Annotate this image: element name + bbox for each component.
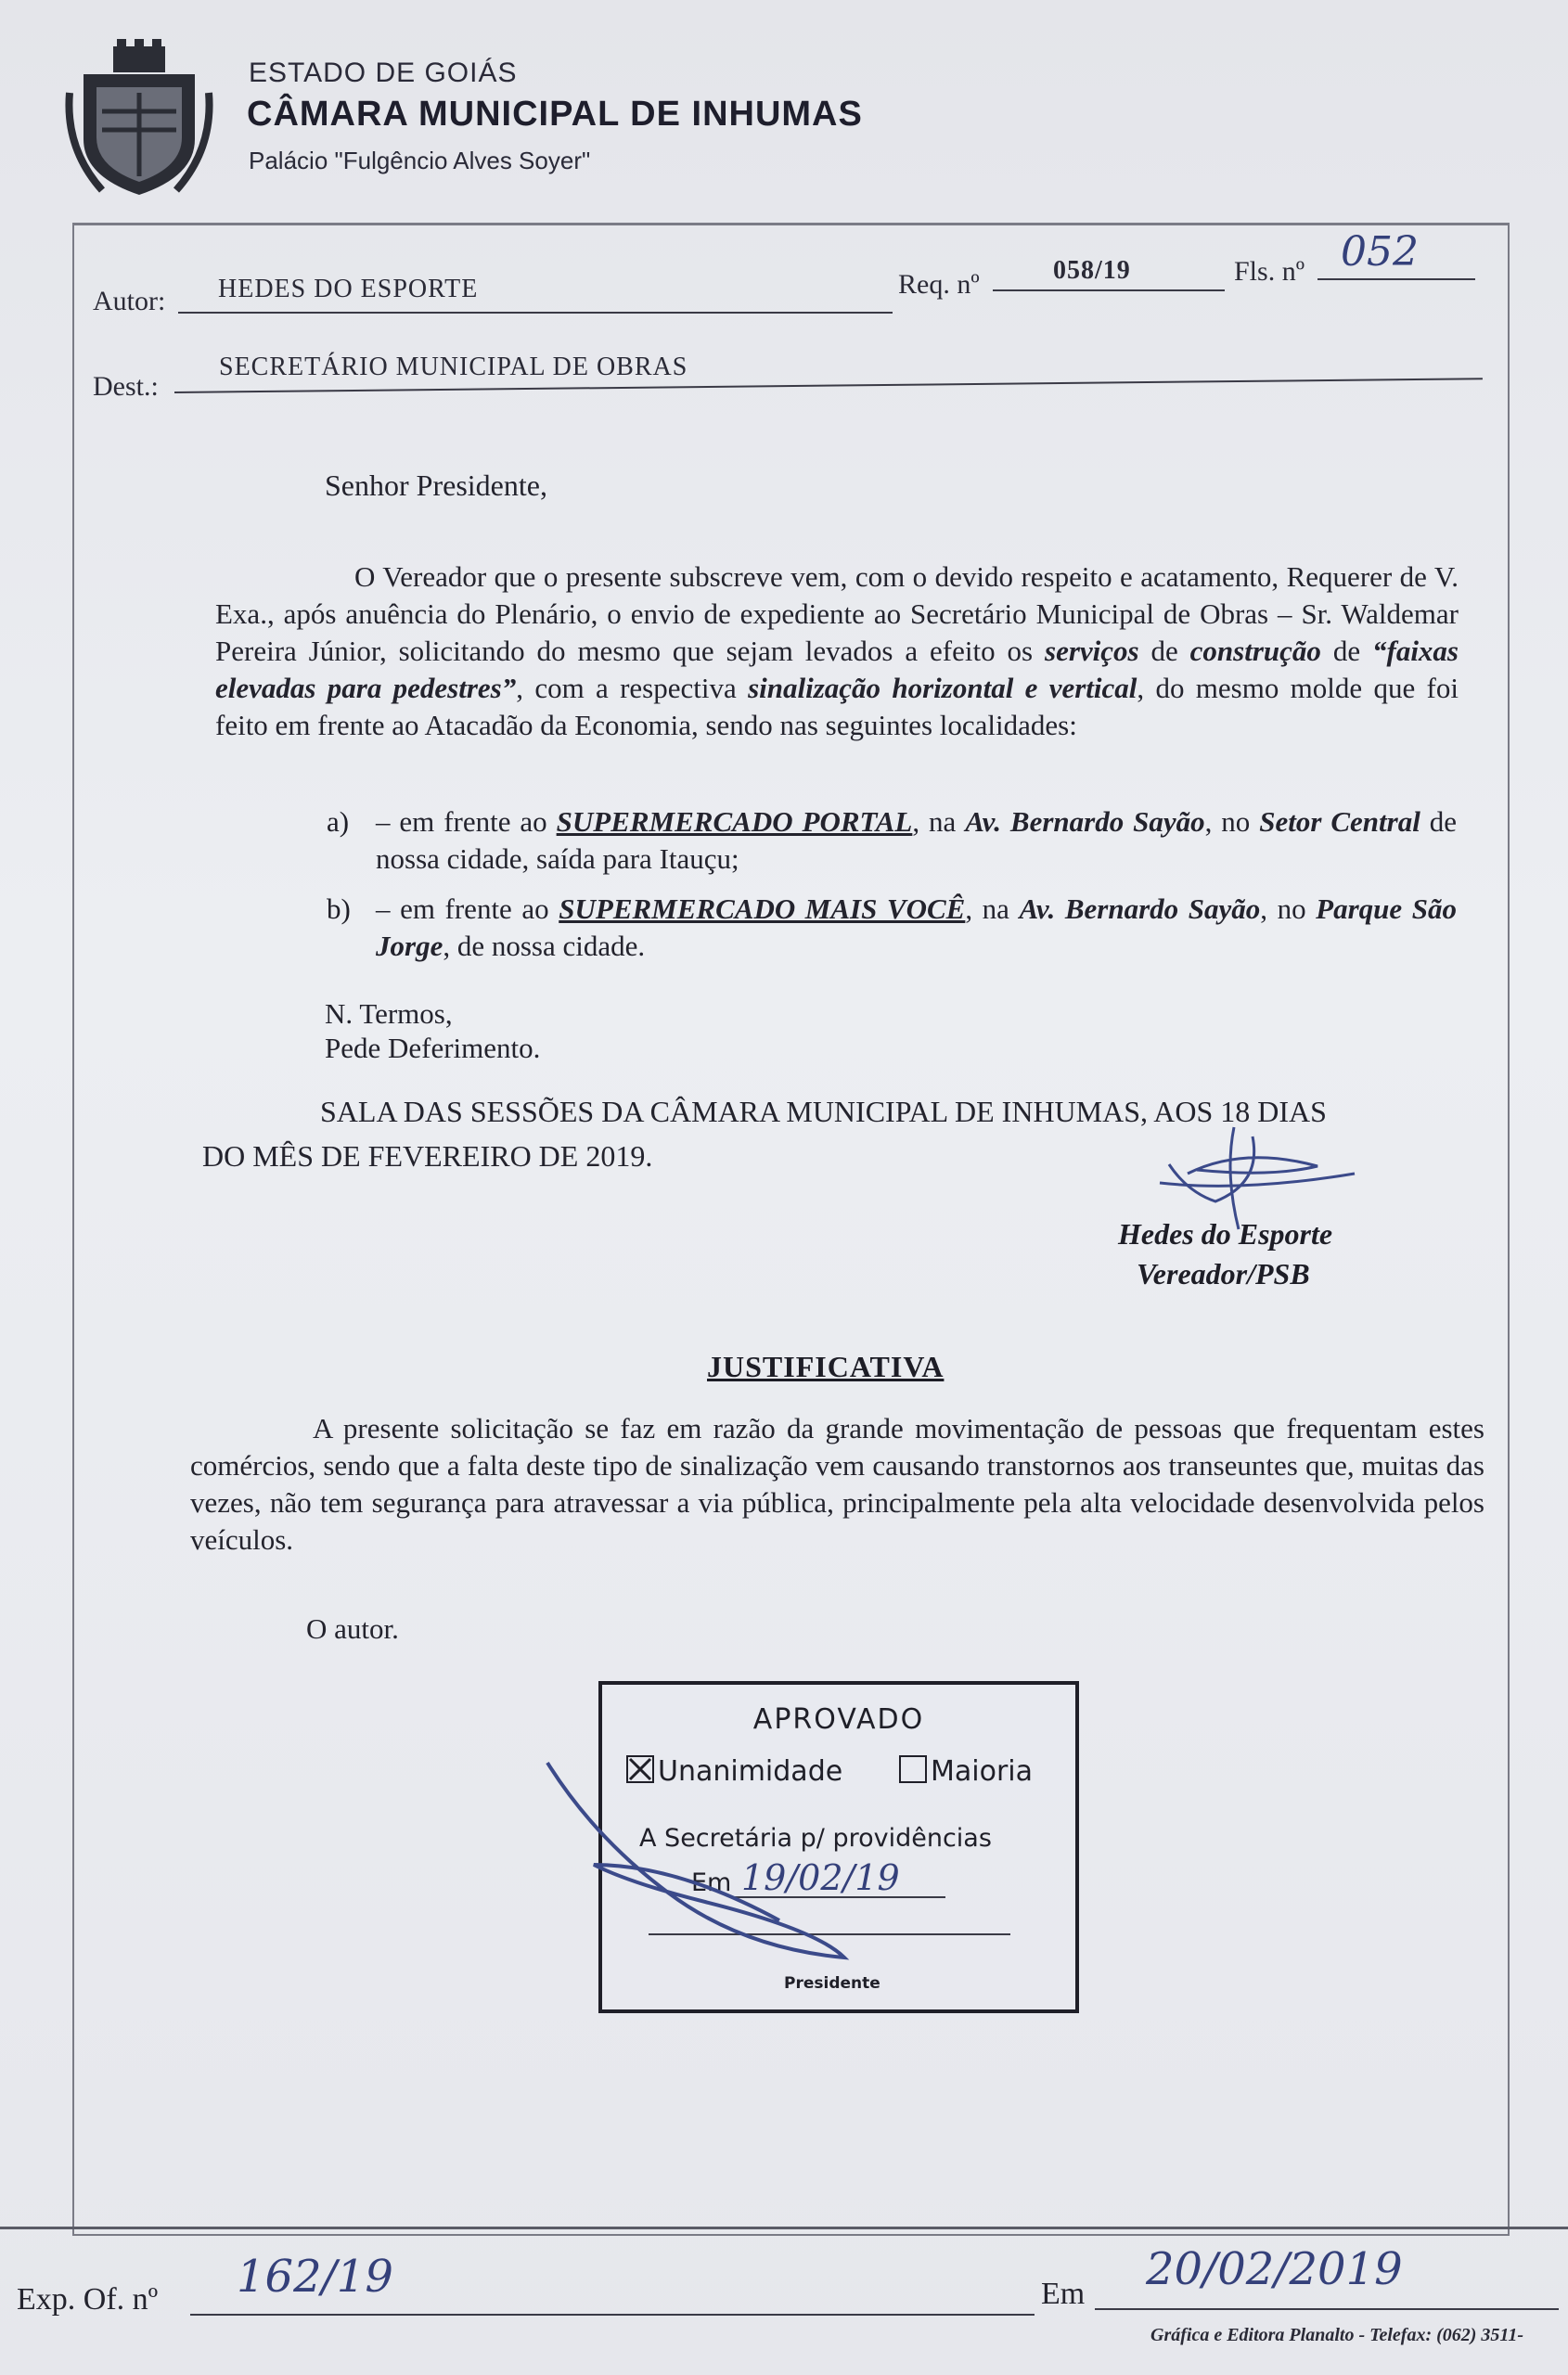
page-number-handwritten: 052 bbox=[1341, 228, 1419, 276]
item-b-text bbox=[376, 891, 1457, 965]
emphasis-signage: sinalização horizontal e vertical bbox=[748, 672, 1137, 704]
session-line-1: SALA DAS SESSÕES DA CÂMARA MUNICIPAL DE INHUMAS, AOS 18 DIAS bbox=[320, 1095, 1327, 1128]
letterhead-chamber-name: CÂMARA MUNICIPAL DE INHUMAS bbox=[247, 95, 863, 134]
item-a-part-5: , no bbox=[1204, 805, 1260, 838]
salutation: Senhor Presidente, bbox=[325, 469, 547, 502]
item-a-avenue: Av. Bernardo Sayão bbox=[965, 805, 1205, 838]
item-a-text bbox=[376, 803, 1457, 878]
session-line-2: DO MÊS DE FEVEREIRO DE 2019. bbox=[202, 1139, 653, 1173]
letterhead-palace: Palácio "Fulgêncio Alves Soyer" bbox=[249, 147, 591, 174]
item-b-marker: b) bbox=[327, 892, 351, 925]
item-a-part-7: de nossa cidade, saída para Itauçu; bbox=[376, 805, 1457, 875]
item-b-avenue: Av. Bernardo Sayão bbox=[1019, 892, 1261, 925]
emphasis-services: serviços bbox=[1045, 635, 1139, 667]
municipal-coat-of-arms-icon bbox=[65, 37, 213, 204]
printer-credit: Gráfica e Editora Planalto - Telefax: (062) 3511- bbox=[1150, 2325, 1523, 2345]
destination-label: Dest.: bbox=[93, 371, 159, 402]
closing-terms: N. Termos, bbox=[325, 997, 453, 1030]
unanimity-label: Unanimidade bbox=[658, 1755, 843, 1788]
author-value: HEDES DO ESPORTE bbox=[218, 275, 479, 303]
item-a-sector: Setor Central bbox=[1259, 805, 1420, 838]
request-text-3: de bbox=[1320, 635, 1372, 667]
request-text-2: de bbox=[1138, 635, 1190, 667]
request-paragraph bbox=[215, 558, 1459, 744]
page-number-rule bbox=[1317, 278, 1475, 280]
request-text-5: , do mesmo molde que foi feito em frente ao Atacadão da Economia, sendo nas seguintes localidades: bbox=[215, 672, 1459, 741]
justification-author: O autor. bbox=[306, 1612, 399, 1645]
request-text-1: O Vereador que o presente subscreve vem, com o devido respeito e acatamento, Requerer de V. Exa., após anuência do Plenário, o envio de expediente ao Secretário Municipal de Obras – Sr. Waldemar Pereira Júnior, solicitando do mesmo que sejam levados a efeito os bbox=[215, 560, 1459, 667]
request-number-label: Req. nº bbox=[898, 269, 980, 300]
item-a-part-3: , na bbox=[912, 805, 966, 838]
author-label: Autor: bbox=[93, 286, 166, 316]
expedient-rule bbox=[190, 2314, 1035, 2316]
closing-request: Pede Deferimento. bbox=[325, 1032, 541, 1064]
emphasis-construction: construção bbox=[1189, 635, 1321, 667]
destination-value: SECRETÁRIO MUNICIPAL DE OBRAS bbox=[219, 353, 688, 381]
signer-name: Hedes do Esporte bbox=[1118, 1217, 1333, 1251]
item-b-part-7: , de nossa cidade. bbox=[443, 930, 646, 962]
footer-divider bbox=[0, 2227, 1568, 2229]
stamp-president-label: Presidente bbox=[784, 1974, 880, 1993]
expedient-number-handwritten: 162/19 bbox=[237, 2251, 393, 2303]
item-a-supermarket: SUPERMERCADO PORTAL bbox=[556, 805, 913, 838]
item-a-marker: a) bbox=[327, 805, 350, 838]
page-number-label: Fls. nº bbox=[1234, 256, 1305, 287]
stamp-title: APROVADO bbox=[752, 1703, 925, 1736]
signer-role: Vereador/PSB bbox=[1137, 1257, 1310, 1290]
request-number-value: 058/19 bbox=[1053, 256, 1131, 285]
item-b-supermarket: SUPERMERCADO MAIS VOCÊ bbox=[559, 892, 966, 925]
author-rule bbox=[178, 312, 893, 314]
item-a-part-1: – em frente ao bbox=[376, 805, 557, 838]
item-b-part-5: , no bbox=[1260, 892, 1317, 925]
footer-date-rule bbox=[1095, 2308, 1559, 2310]
emphasis-raised-crosswalks: “faixas elevadas para pedestres” bbox=[215, 635, 1459, 704]
item-b-neighborhood: Parque São Jorge bbox=[376, 892, 1457, 962]
footer-date-label: Em bbox=[1041, 2277, 1086, 2311]
request-number-rule bbox=[993, 289, 1225, 291]
request-text-4: , com a respectiva bbox=[516, 672, 749, 704]
stamp-date-label: Em bbox=[691, 1868, 732, 1897]
stamp-forward-note: A Secretária p/ providências bbox=[639, 1824, 992, 1853]
majority-label: Maioria bbox=[931, 1755, 1034, 1788]
item-b-part-3: , na bbox=[965, 892, 1020, 925]
justification-heading: JUSTIFICATIVA bbox=[707, 1350, 945, 1383]
justification-text: A presente solicitação se faz em razão da grande movimentação de pessoas que frequentam estes comércios, sendo que a falta deste tipo de sinalização vem causando transtornos aos transeuntes que, muitas das vezes, não tem segurança para atravessar a via pública, principalmente pela alta velocidade desenvolvida pelos veículos. bbox=[190, 1412, 1484, 1556]
expedient-label: Exp. Of. nº bbox=[17, 2282, 159, 2317]
stamp-date-handwritten: 19/02/19 bbox=[741, 1857, 900, 1898]
item-b-part-1: – em frente ao bbox=[376, 892, 559, 925]
footer-date-handwritten: 20/02/2019 bbox=[1146, 2243, 1403, 2295]
letterhead-state: ESTADO DE GOIÁS bbox=[249, 58, 518, 88]
president-signature bbox=[538, 1753, 928, 1985]
